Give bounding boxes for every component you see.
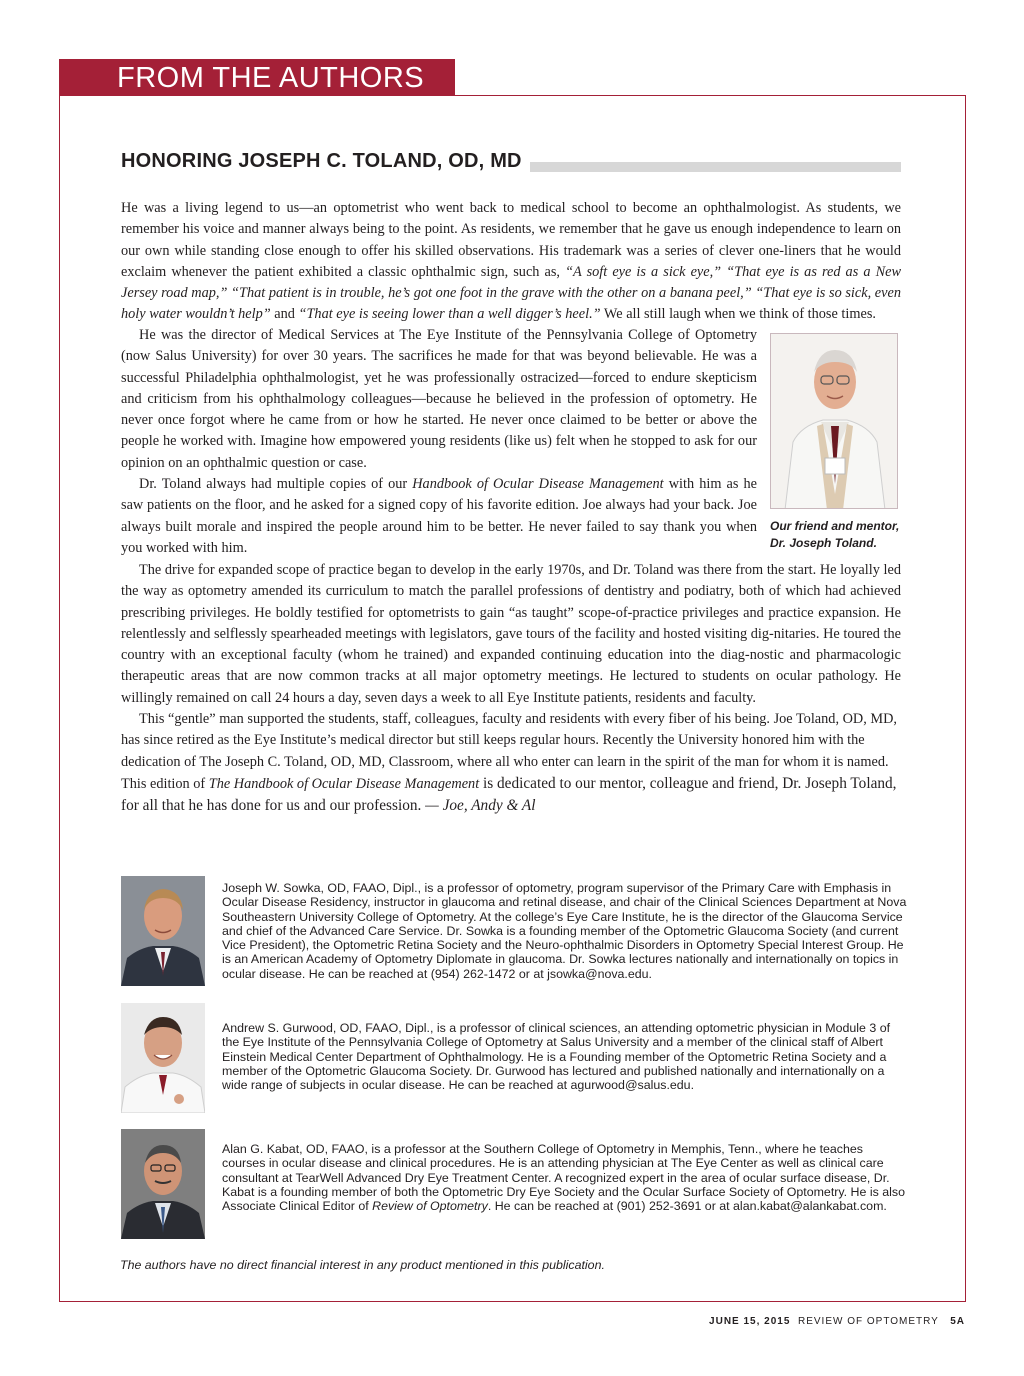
p3-text-b: with him as he saw patients on the floor, and he asked for a signed copy of his favorite edition. Joe always had your back. Joe always built morale and inspired the people around him to be better. He never failed to say thank you when you worked with him. — [121, 476, 757, 556]
article-paragraph-1 — [121, 198, 901, 326]
kabat-headshot — [121, 1129, 205, 1239]
bio-kabat-text-b: . He can be reached at (901) 252-3691 or at alan.kabat@alankabat.com. — [487, 1199, 887, 1214]
p1-quotes: “A soft eye is a sick eye,” “That eye is as red as a New Jersey road map,” “That patient is in trouble, he’s got one foot in the grave with the other on a banana peel,” “That eye is so sick, even holy water wouldn’t help” — [121, 263, 901, 323]
bio-sowka — [222, 881, 908, 981]
bio-gurwood — [222, 1021, 908, 1092]
p5-text-a: This “gentle” man supported the students, staff, colleagues, faculty and residents with every fiber of his being. Joe Toland, OD, MD, has since retired as the Eye Institute’s medical director but still keeps regular hours. Recently the University honored him with the dedication of The Joseph C. Toland, OD, MD, Classroom, where all who enter can learn in the spirit of the man for whom it is named. This edition of — [121, 711, 898, 792]
p1-quote-last: “That eye is seeing lower than a well digger’s heel.” — [298, 306, 601, 323]
sowka-portrait-illustration — [121, 876, 205, 986]
article-paragraph-2: He was the director of Medical Services at The Eye Institute of the Pennsylvania College of Optometry (now Salus University) for over 30 years. The sacrifices he made for that was beyond believable. He was a successful Philadelphia ophthalmologist, yet he was professionally ostracized—forced to endure skepticism and criticism from his ophthalmology colleagues—because he believed in the profession of optometry. He never once forgot where he came from or how he started. He never once claimed to be better or above the people he worked with. Imagine how empowered young residents (like us) felt when he stopped to ask for our opinion on an ophthalmic question or case. — [121, 327, 757, 471]
gurwood-headshot — [121, 1003, 205, 1113]
gurwood-portrait-illustration — [121, 1003, 205, 1113]
bio-kabat-text-a: Alan G. Kabat, OD, FAAO, is a professor at the Southern College of Optometry in Memphis, Tenn., where he teaches courses in ocular disease and clinical procedures. He is an attending physician at The Eye Center as well as clinical care consultant at TearWell Advanced Dry Eye Treatment Center. A recognized expert in the area of ocular surface disease, Dr. Kabat is a founding member of both the Optometric Dry Eye Society and the Ocular Surface Society of Optometry. He is also Associate Clinical Editor of — [222, 1142, 905, 1214]
p1-text-a: He was a living legend to us—an optometrist who went back to medical school to become an ophthalmologist. As students, we remember his voice and manner always being to the point. As residents, we remember that he gave us enough independence to learn on our own while standing close enough to offer his skilled observations. His trademark was a series of clever one-liners that he would exclaim whenever the patient exhibited a classic ophthalmic sign, such as, — [121, 200, 901, 280]
article-paragraph-3 — [121, 474, 757, 559]
bio-kabat — [222, 1142, 908, 1213]
p5-text-b: is dedicated to our mentor, colleague and friend, Dr. Joseph Toland, for all that he has done for us and our profession. — [121, 774, 897, 815]
footer-page-number: 5A — [950, 1316, 965, 1327]
toland-photo — [770, 333, 898, 509]
section-title: FROM THE AUTHORS — [117, 62, 425, 94]
bio-gurwood-text: Andrew S. Gurwood, OD, FAAO, Dipl., is a professor of clinical sciences, an attending optometric physician in Module 3 of the Eye Institute of the Pennsylvania College of Optometry at Salus University and a member of the clinical staff of Albert Einstein Medical Center Department of Ophthalmology. He is a Founding member of the Optometric Retina Society and a member of the Optometric Glaucoma Society. Dr. Gurwood has lectured and published nationally and internationally on a wide range of subjects in ocular disease. He can be reached at agurwood@salus.edu. — [222, 1021, 891, 1093]
footer-publication: REVIEW OF OPTOMETRY — [797, 1316, 939, 1327]
section-banner — [59, 59, 455, 95]
p3-text-a: Dr. Toland always had multiple copies of our — [139, 476, 413, 493]
headline-block — [121, 148, 901, 174]
p1-text-c: We all still laugh when we think of those times. — [600, 306, 876, 323]
bio-sowka-text: Joseph W. Sowka, OD, FAAO, Dipl., is a professor of optometry, program supervisor of the Primary Care with Emphasis in Ocular Disease Residency, instructor in glaucoma and retinal disease, and chair of the Clinical Sciences Department at Nova Southeastern University College of Optometry. At the college’s Eye Care Institute, he is the director of the Glaucoma Service and chief of the Advanced Care Service. Dr. Sowka is a founding member of the Optometric Glaucoma Society (and current Vice President), the Optometric Retina Society and the Neuro-ophthalmic Disorders in Optometry Special Interest Group. He is an American Academy of Optometry Diplomate in glaucoma. Dr. Sowka lectures nationally and internationally on topics in ocular disease. He can be reached at (954) 262-1472 or at jsowka@nova.edu. — [222, 881, 907, 981]
p5-book-title: The Handbook of Ocular Disease Management — [208, 775, 480, 792]
p1-text-b: and — [270, 306, 299, 323]
article-paragraph-5 — [121, 709, 901, 817]
p3-book-title: Handbook of Ocular Disease Management — [412, 476, 664, 493]
article-headline: HONORING JOSEPH C. TOLAND, OD, MD — [121, 148, 530, 174]
article-column-narrow — [121, 325, 757, 559]
sowka-headshot — [121, 876, 205, 986]
article-paragraph-4: The drive for expanded scope of practice began to develop in the early 1970s, and Dr. Toland was there from the start. He loyally led the way as optometry amended its curriculum to match the parallel professions of dentistry and podiatry, both of which had achieved prescribing privileges. He boldly testified for optometrists to gain “as taught” scope-of-practice privileges and practice expansion. He relentlessly and selflessly spearheaded meetings with legislators, gave tours of the facility and hosted visiting dig-nitaries. He toured the country with an exceptional faculty (whom he trained) and expanded continuing education into the diag-nostic and pharmacologic therapeutic areas that are now common tracks at all major optometry meetings. He lectured to students on ocular pathology. He willingly remained on call 24 hours a day, seven days a week to all Eye Institute patients, residents and faculty. — [121, 562, 901, 706]
toland-portrait-illustration — [771, 334, 898, 509]
article-continuation — [121, 560, 901, 818]
photo-caption: Our friend and mentor, Dr. Joseph Toland. — [770, 519, 900, 550]
author-signature: — Joe, Andy & Al — [425, 797, 536, 815]
bio-kabat-publication: Review of Optometry — [372, 1199, 488, 1214]
financial-disclaimer: The authors have no direct financial interest in any product mentioned in this publication. — [120, 1258, 605, 1272]
kabat-portrait-illustration — [121, 1129, 205, 1239]
page-footer — [709, 1316, 965, 1327]
footer-date: JUNE 15, 2015 — [709, 1316, 791, 1327]
